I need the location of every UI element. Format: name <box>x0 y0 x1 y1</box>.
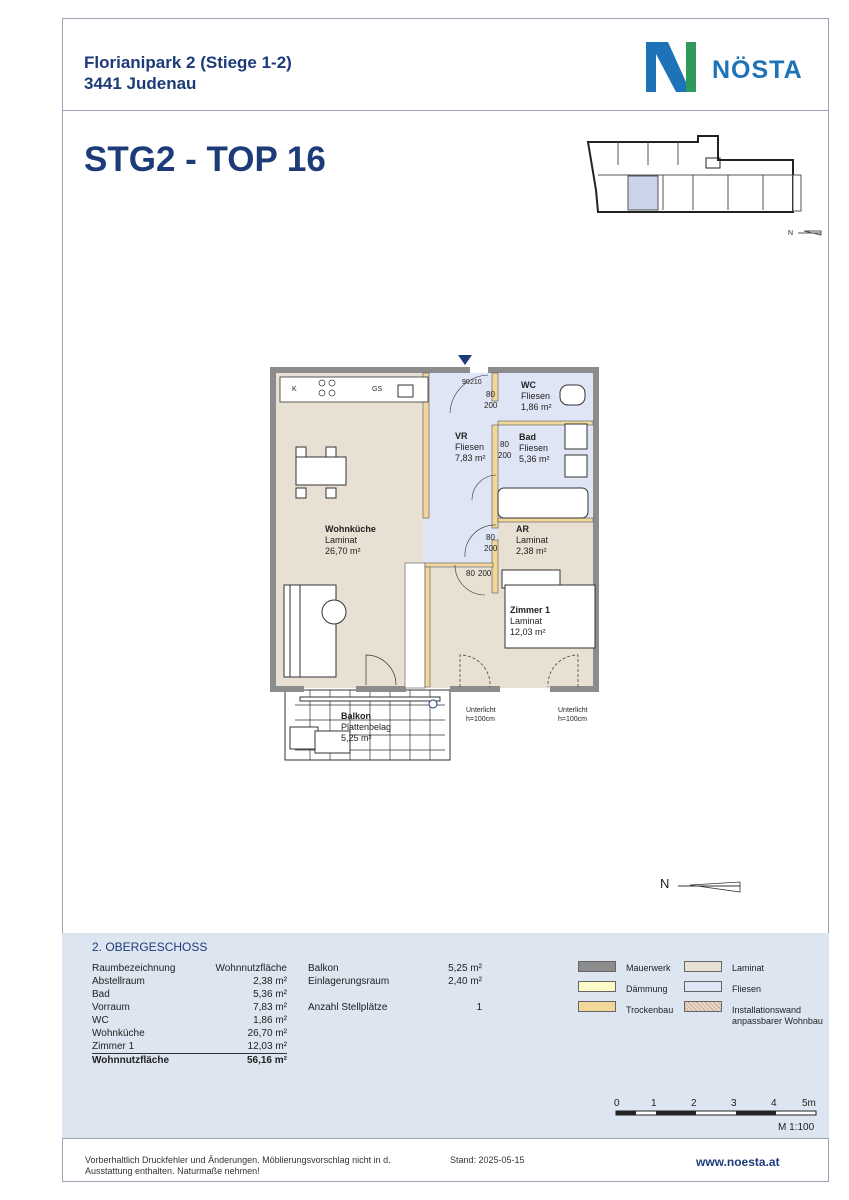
legend-label: Trockenbau <box>626 1005 674 1015</box>
room-area: 7,83 m² <box>455 453 486 463</box>
unit-title: STG2 - TOP 16 <box>84 140 326 179</box>
row-name: Abstellraum <box>92 976 145 987</box>
col-header-room: Raumbezeichnung <box>92 963 176 974</box>
room-finish: Plattenbelag <box>341 722 392 732</box>
total-name: Wohnnutzfläche <box>92 1055 170 1066</box>
legend-swatch-trockenbau <box>578 1001 616 1012</box>
row-name: Einlagerungsraum <box>308 976 390 987</box>
door-dim: 200 <box>484 544 498 553</box>
legend-swatch-laminat <box>684 961 722 972</box>
north-label: N <box>660 876 670 891</box>
door-dim: 80 <box>500 440 509 449</box>
row-value: 2,40 m² <box>448 976 482 987</box>
scale-tick: 2 <box>691 1098 697 1109</box>
row-name: Bad <box>92 989 110 1000</box>
scale-tick: 0 <box>614 1098 620 1109</box>
floor-title: 2. OBERGESCHOSS <box>92 940 208 954</box>
legend-label: Fliesen <box>732 984 762 994</box>
room-finish: Fliesen <box>455 442 485 452</box>
footer-note: Vorberhaltlich Druckfehler und Änderungen. Möblierungsvorschlag nicht in d. Ausstattung enthalten. Naturmaße nehmen! <box>85 1155 391 1176</box>
legend-swatch-mauerwerk <box>578 961 616 972</box>
key-plan <box>578 130 828 240</box>
room-finish: Laminat <box>325 535 358 545</box>
area-table <box>92 962 287 1067</box>
scale-tick: 5m <box>802 1098 816 1109</box>
footer-url[interactable]: www.noesta.at <box>696 1155 780 1169</box>
scale-tick: 1 <box>651 1098 657 1109</box>
room-finish: Laminat <box>516 535 549 545</box>
table-row <box>92 988 287 1001</box>
room-name: Wohnküche <box>325 524 376 534</box>
kitchen-mark-gs: GS <box>372 386 383 393</box>
address-line-1: Florianipark 2 (Stiege 1-2) <box>84 53 292 72</box>
kitchen-mark-k: K <box>292 386 297 393</box>
window-note-line: Unterlicht <box>558 707 588 714</box>
room-name: WC <box>521 380 536 390</box>
legend-swatch-fliesen <box>684 981 722 992</box>
room-area: 5,36 m² <box>519 454 550 464</box>
row-value: 5,25 m² <box>448 963 482 974</box>
row-name: Vorraum <box>92 1002 130 1013</box>
window-note-line: h=100cm <box>466 716 495 723</box>
door-dim: 200 <box>498 451 512 460</box>
table-header <box>92 962 287 975</box>
room-label-zimmer-1 <box>510 605 550 638</box>
extra-area-table <box>308 962 482 1014</box>
row-name: Wohnküche <box>92 1028 145 1039</box>
footer-date: Stand: 2025-05-15 <box>450 1155 525 1165</box>
table-row <box>308 1001 482 1014</box>
row-name: WC <box>92 1015 109 1026</box>
keyplan-north-label: N <box>788 230 794 237</box>
legend-label: Mauerwerk <box>626 963 671 973</box>
room-finish: Laminat <box>510 616 543 626</box>
door-dim: 80 <box>486 533 495 542</box>
room-label-balkon <box>341 711 391 744</box>
table-row <box>308 975 482 988</box>
scale-bar <box>610 1096 820 1136</box>
room-finish: Fliesen <box>521 391 551 401</box>
room-name: AR <box>516 524 529 534</box>
row-value: 26,70 m² <box>247 1028 287 1039</box>
window-note <box>558 706 588 724</box>
door-dim: 200 <box>478 569 492 578</box>
door-dim: 90 <box>462 379 470 386</box>
room-label-vr <box>455 431 486 464</box>
row-value: 12,03 m² <box>247 1041 287 1052</box>
room-name: Balkon <box>341 711 372 721</box>
room-area: 2,38 m² <box>516 546 547 556</box>
room-area: 26,70 m² <box>325 546 361 556</box>
room-label-bad <box>519 432 550 465</box>
door-dim: 80 <box>466 569 475 578</box>
room-finish: Fliesen <box>519 443 549 453</box>
door-dim: 210 <box>470 379 482 386</box>
door-dim: 80 <box>486 390 495 399</box>
col-header-area: Wohnnutzfläche <box>215 963 287 974</box>
row-name: Zimmer 1 <box>92 1041 135 1052</box>
room-name: VR <box>455 431 468 441</box>
scale-tick: 4 <box>771 1098 777 1109</box>
header-divider <box>62 110 829 111</box>
table-total-row <box>92 1053 287 1067</box>
address-line-2: 3441 Judenau <box>84 74 197 93</box>
table-row <box>92 1027 287 1040</box>
scale-bar-graphic <box>610 1110 820 1120</box>
room-label-ar <box>516 524 548 557</box>
row-name: Balkon <box>308 963 339 974</box>
window-note-line: h=100cm <box>558 716 587 723</box>
north-arrow-icon <box>660 876 750 896</box>
legend-label: Dämmung <box>626 984 668 994</box>
room-area: 1,86 m² <box>521 402 552 412</box>
window-note-line: Unterlicht <box>466 707 496 714</box>
window-note <box>466 706 496 724</box>
table-row <box>308 962 482 975</box>
row-value: 2,38 m² <box>253 976 287 987</box>
scale-tick: 3 <box>731 1098 737 1109</box>
legend-label: Installationswand anpassbarer Wohnbau <box>732 1005 823 1026</box>
table-row <box>92 1001 287 1014</box>
table-row <box>92 1040 287 1053</box>
table-row <box>92 1014 287 1027</box>
row-value: 7,83 m² <box>253 1002 287 1013</box>
row-value: 5,36 m² <box>253 989 287 1000</box>
north-arrow <box>660 876 750 896</box>
door-dim: 200 <box>484 401 498 410</box>
footer-divider <box>62 1138 829 1139</box>
total-value: 56,16 m² <box>246 1055 287 1066</box>
row-name: Anzahl Stellplätze <box>308 1002 388 1013</box>
legend-swatch-daemmung <box>578 981 616 992</box>
room-area: 12,03 m² <box>510 627 546 637</box>
room-name: Bad <box>519 432 537 442</box>
room-label-wc <box>521 380 552 413</box>
room-area: 5,25 m² <box>341 733 372 743</box>
room-label-wohnkueche <box>325 524 376 557</box>
logo-wordmark: NÖSTA <box>712 56 803 84</box>
row-value: 1 <box>476 1002 482 1013</box>
legend-label: Laminat <box>732 963 765 973</box>
table-row <box>92 975 287 988</box>
room-name: Zimmer 1 <box>510 605 551 615</box>
legend-swatch-installationswand <box>684 1001 722 1012</box>
project-address <box>84 52 292 94</box>
row-value: 1,86 m² <box>253 1015 287 1026</box>
scale-ratio: M 1:100 <box>778 1122 815 1133</box>
